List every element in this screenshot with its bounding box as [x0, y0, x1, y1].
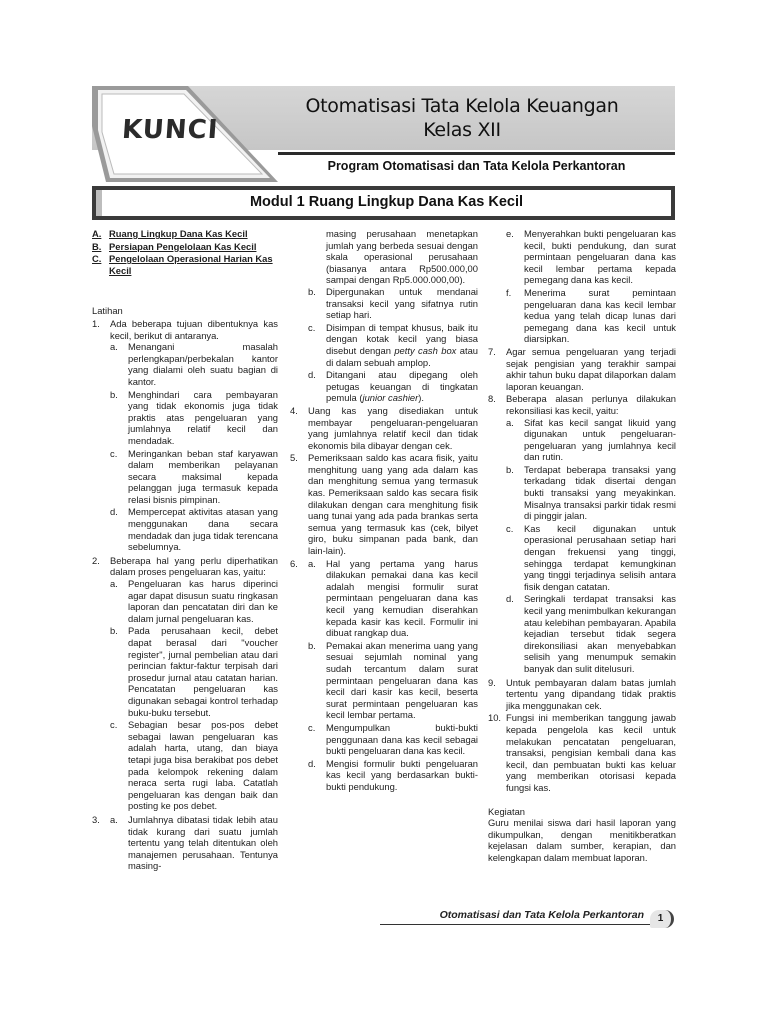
- column-3: [488, 228, 676, 863]
- kegiatan-text: Guru menilai siswa dari hasil laporan yang dikumpulkan, dengan menitikberatkan kejelasan dalam sumber, kerapian, dan kelengkapan dalam membuat laporan.: [488, 817, 676, 863]
- answer-1-item: b. Menghindari cara pembayaran yang tidak ekonomis juga tidak praktis atas pengeluaran yang jumlahnya relatif kecil dan mendadak.: [110, 388, 278, 446]
- column-1: [92, 228, 278, 874]
- answer-2-item: a. Pengeluaran kas harus diperinci agar dapat disusun suatu ringkasan laporan dan pencatatan diri dan ke dalam jurnal pengeluaran kas.: [110, 578, 278, 624]
- answer-6: 6. a. Hal yang pertama yang harus dilakukan pemakai dana kas kecil adalah mengisi formulir surat permintaan pengeluaran dana kas kecil yang kemudian diserahkan kepada kasir kas kecil. Formulir ini dibuat rangkap dua. b. Pemakai akan menerima uang yang sesuai sejumlah nominal yang sudah tercantum dalam surat permintaan pengeluaran dana kas kecil dari kasir kas kecil, beserta surat permintaan pengeluaran kas kecil lembar pertama. c. Mengumpulkan bukti-bukti penggunaan dana kas kecil sebagai bukti pengeluaran dana kas kecil. d. Mengisi formulir bukti pengeluaran kas kecil yang berdasarkan bukti-bukti pendukung.: [290, 557, 478, 792]
- program-title: Program Otomatisasi dan Tata Kelola Perkantoran: [327, 159, 626, 173]
- answer-3-item: c. Disimpan di tempat khusus, baik itu dengan kotak kecil yang biasa disebut dengan petty cash box atau di dalam sebuah amplop.: [308, 321, 479, 368]
- page-footer: [380, 908, 676, 930]
- answer-4: 4. Uang kas yang disediakan untuk membayar pengeluaran-pengeluaran yang jumlahnya relatif kecil dan tidak ekonomis bila dibayar dengan cek.: [290, 404, 478, 451]
- answer-7: 7. Agar semua pengeluaran yang terjadi sejak pengisian yang terakhir sampai akhir tahun buku dapat dilaporkan dalam laporan keuangan.: [488, 345, 676, 392]
- answer-2: 2. Beberapa hal yang perlu diperhatikan dalam proses pengeluaran kas, yaitu: a. Pengeluaran kas harus diperinci agar dapat disusun suatu ringkasan laporan dan pencatatan diri dan ke dalam jurnal pengeluaran kas. b. Pada perusahaan kecil, debet dapat berasal dari "voucher register", jurnal pembelian atau dari perincian faktur-faktur terpisah dari prosedur jurnal atau catatan harian. Pencatatan pengeluaran kas digunakan sebagai kontrol terhadap buku-buku tersebut. c. Sebagian besar pos-pos debet sebagai lawan pengeluaran kas adalah harta, utang, dan biaya tetapi juga bisa berakibat pos debet pada kelompok rekening dalam neraca serta rugi laba. Catatlah pengeluaran kas dengan baik dan posting ke pos debet.: [92, 554, 278, 812]
- footer-title: Otomatisasi dan Tata Kelola Perkantoran: [439, 909, 644, 921]
- answer-5: 5. Pemeriksaan saldo kas acara fisik, yaitu menghitung uang yang ada dalam kas dan menghitung semua yang termasuk kas. Pemeriksaan saldo kas secara fisik dilakukan dengan cara menghitung fisik uang tunai yang ada pada brankas serta semua yang termasuk kas (cek, bilyet giro, buku simpanan pada bank, dan lain-lain).: [290, 452, 478, 557]
- kunci-logo-text: KUNCI: [120, 115, 220, 145]
- book-title-line1: Otomatisasi Tata Kelola Keuangan: [305, 95, 619, 117]
- answer-6-item: f. Menerima surat pemintaan pengeluaran dana kas kecil lembar kedua yang telah dicap lunas dari pemegang dana kas kecil untuk diarsipkan.: [506, 286, 676, 345]
- kegiatan-heading: Kegiatan: [488, 805, 526, 817]
- answer-3-item: b. Dipergunakan untuk mendanai transaksi kecil yang sifatnya rutin setiap hari.: [308, 285, 478, 321]
- answer-8-item: c. Kas kecil digunakan untuk operasional perusahaan setiap hari dengan frekuensi yang tinggi, sehingga terdapat kemungkinan yang tinggi terjadinya selisih antara fisik dengan catatan.: [506, 522, 676, 592]
- module-title: Modul 1 Ruang Lingkup Dana Kas Kecil: [96, 190, 671, 216]
- topic-item: A. Ruang Lingkup Dana Kas Kecil: [92, 228, 248, 239]
- answer-2-item: b. Pada perusahaan kecil, debet dapat berasal dari "voucher register", jurnal pembelian atau dari perincian faktur-faktur terpisah dari prosedur jurnal atau catatan harian. Pencatatan pengeluaran kas digunakan sebagai kontrol terhadap buku-buku tersebut.: [110, 625, 278, 718]
- answer-6-item: c. Mengumpulkan bukti-bukti penggunaan dana kas kecil sebagai bukti pengeluaran dana kas kecil.: [308, 721, 478, 757]
- page-header: [92, 86, 675, 182]
- answer-1: 1. Ada beberapa tujuan dibentuknya kas kecil, berikut di antaranya. a. Menangani masalah perlengkapan/perbekalan kantor yang dialami oleh suatu bagian di kantor. b. Menghindari cara pembayaran yang tidak ekonomis juga tidak praktis atas pengeluaran yang jumlahnya relatif kecil dan mendadak. c. Meringankan beban staf karyawan dalam memberikan pelayanan secara maksimal kepada pelanggan juga termasuk kepada relasi bisnis pimpinan. d. Mempercepat aktivitas atasan yang menggunakan dana secara mendadak dan juga tidak terencana sebelumnya.: [92, 317, 278, 553]
- answer-3-item: d. Ditangani atau dipegang oleh petugas keuangan di tingkatan pemula (junior cashier).: [308, 369, 478, 404]
- answer-8-item: a. Sifat kas kecil sangat likuid yang digunakan untuk pengeluaran-pengeluaran yang jumlahnya kecil dan rutin.: [506, 416, 676, 463]
- program-banner: [278, 152, 675, 178]
- page-number: 1: [650, 910, 674, 928]
- answer-6-item: d. Mengisi formulir bukti pengeluaran kas kecil yang berdasarkan bukti-bukti pendukung.: [308, 757, 478, 792]
- answer-8-item: b. Terdapat beberapa transaksi yang terkadang tidak disertai dengan bukti transaksi yang meyakinkan. Misalnya transaksi parkir tidak resmi di pinggir jalan.: [506, 463, 676, 522]
- answer-3a-continued: masing perusahaan menetapkan jumlah yang berbeda sesuai dengan skala operasional perusahaan (biasanya antara Rp500.000,00 sampai dengan Rp5.000.000,00).: [326, 228, 478, 286]
- latihan-heading: Latihan: [92, 305, 123, 317]
- answer-1-item: c. Meringankan beban staf karyawan dalam memberikan pelayanan secara maksimal kepada pelanggan juga termasuk kepada relasi bisnis pimpinan.: [110, 447, 278, 505]
- answer-6-item: b. Pemakai akan menerima uang yang sesuai sejumlah nominal yang sudah tercantum dalam surat permintaan pengeluaran dana kas kecil dari kasir kas kecil, beserta surat permintaan pengeluaran kas kecil lembar pertama.: [308, 639, 478, 721]
- book-title: [252, 94, 672, 142]
- answer-6-item: e. Menyerahkan bukti pengeluaran kas kecil, bukti pendukung, dan surat permintaan pengeluaran dana kas kecil lembar pertama kepada pemegang dana kas kecil.: [506, 228, 676, 286]
- footer-rule: [380, 924, 650, 925]
- topic-list: [92, 228, 278, 276]
- answer-3-item: a. Jumlahnya dibatasi tidak lebih atau tidak kurang dari suatu jumlah tertentu yang telah ditentukan oleh manajemen perusahaan. Tentunya masing-: [110, 813, 278, 872]
- kegiatan-section: [488, 806, 676, 864]
- answer-10: 10. Fungsi ini memberikan tanggung jawab kepada pengelola kas kecil untuk melakukan pencatatan pengeluaran, transaksi, pengisian kembali dana kas kecil, dan pembuatan bukti kas keluar yang memberikan otorisasi kepada fungsi kas.: [488, 712, 676, 793]
- answer-6-item: a. Hal yang pertama yang harus dilakukan pemakai dana kas kecil adalah mengisi formulir surat permintaan pengeluaran dana kas kecil yang kemudian diserahkan kepada kasir kas kecil. Formulir ini dibuat rangkap dua.: [308, 557, 478, 639]
- answer-2-item: c. Sebagian besar pos-pos debet sebagai lawan pengeluaran kas adalah harta, utang, dan biaya tetapi juga bisa berakibat pos debet pada kelompok rekening dalam neraca serta rugi laba. Catatlah pengeluaran kas dengan baik dan posting ke pos debet.: [110, 719, 278, 812]
- book-title-line2: Kelas XII: [423, 119, 501, 141]
- answer-8: 8. Beberapa alasan perlunya dilakukan rekonsiliasi kas kecil, yaitu: a. Sifat kas kecil sangat likuid yang digunakan untuk pengeluaran-pengeluaran yang jumlahnya kecil dan rutin. b. Terdapat beberapa transaksi yang terkadang tidak disertai dengan bukti transaksi yang meyakinkan. Misalnya transaksi parkir tidak resmi di pinggir jalan. c. Kas kecil digunakan untuk operasional perusahaan setiap hari dengan frekuensi yang tinggi, sehingga terdapat kemungkinan yang tinggi terjadinya selisih antara fisik dengan catatan. d. Seringkali terdapat transaksi kas kecil yang menimbulkan kekurangan atau kelebihan pembayaran. Apabila kejadian tersebut tidak segera direkonsiliasi akan menyebabkan selisih yang menumpuk semakin banyak dan sulit ditelusuri.: [488, 393, 676, 674]
- answer-9: 9. Untuk pembayaran dalam batas jumlah tertentu yang dipandang tidak praktis jika menggunakan cek.: [488, 676, 676, 711]
- answer-8-item: d. Seringkali terdapat transaksi kas kecil yang menimbulkan kekurangan atau kelebihan pembayaran. Apabila kejadian tersebut tidak segera direkonsiliasi akan menyebabkan selisih yang menumpuk semakin banyak dan sulit ditelusuri.: [506, 593, 676, 674]
- topic-item: B. Persiapan Pengelolaan Kas Kecil: [92, 240, 257, 252]
- module-title-bar: [92, 186, 675, 220]
- topic-item: C. Pengelolaan Operasional Harian Kas Kecil: [92, 253, 273, 276]
- answer-3: 3. a. Jumlahnya dibatasi tidak lebih atau tidak kurang dari suatu jumlah tertentu yang telah ditentukan oleh manajemen perusahaan. Tentunya masing-: [92, 813, 278, 872]
- answer-1-item: a. Menangani masalah perlengkapan/perbekalan kantor yang dialami oleh suatu bagian di kantor.: [110, 341, 278, 387]
- column-2: [290, 228, 478, 795]
- answer-1-item: d. Mempercepat aktivitas atasan yang menggunakan dana secara mendadak dan juga tidak terencana sebelumnya.: [110, 506, 278, 553]
